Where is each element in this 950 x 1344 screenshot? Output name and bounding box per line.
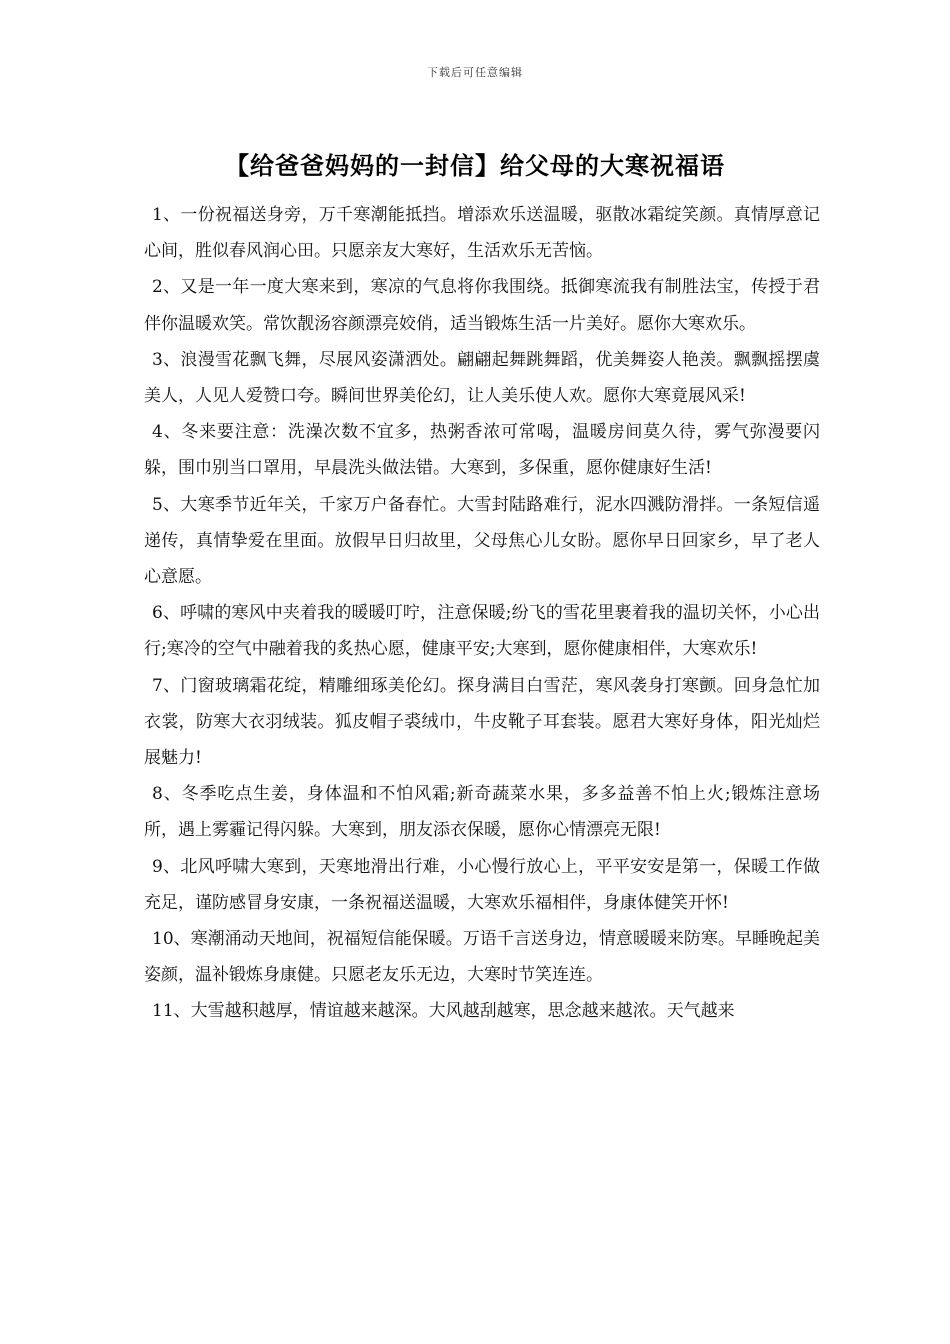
paragraph-6: 6、呼啸的寒风中夹着我的暖暖叮咛，注意保暖;纷飞的雪花里裹着我的温切关怀，小心出行;寒冷的空气中融着我的炙热心愿，健康平安;大寒到，愿你健康相伴，大寒欢乐! (144, 603, 820, 660)
paragraph-2: 2、又是一年一度大寒来到，寒凉的气息将你我围绕。抵御寒流我有制胜法宝，传授于君伴你温暖欢笑。常饮靓汤容颜漂亮姣俏，适当锻炼生活一片美好。愿你大寒欢乐。 (144, 277, 820, 334)
paragraph-4: 4、冬来要注意：洗澡次数不宜多，热粥香浓可常喝，温暖房间莫久待，雾气弥漫要闪躲，围巾别当口罩用，早晨洗头做法错。大寒到，多保重，愿你健康好生活! (144, 422, 820, 479)
paragraph-8: 8、冬季吃点生姜，身体温和不怕风霜;新奇蔬菜水果，多多益善不怕上火;锻炼注意场所，遇上雾霾记得闪躲。大寒到，朋友添衣保暖，愿你心情漂亮无限! (144, 784, 820, 841)
paragraph-9: 9、北风呼啸大寒到，天寒地滑出行难，小心慢行放心上，平平安安是第一，保暖工作做充足，谨防感冒身安康，一条祝福送温暖，大寒欢乐福相伴，身康体健笑开怀! (144, 856, 820, 913)
paragraph-5: 5、大寒季节近年关，千家万户备春忙。大雪封陆路难行，泥水四溅防滑拌。一条短信遥递传，真情挚爱在里面。放假早日归故里，父母焦心儿女盼。愿你早日回家乡，早了老人心意愿。 (144, 494, 820, 588)
paragraph-1: 1、一份祝福送身旁，万千寒潮能抵挡。增添欢乐送温暖，驱散冰霜绽笑颜。真情厚意记心间，胜似春风润心田。只愿亲友大寒好，生活欢乐无苦恼。 (144, 205, 820, 262)
paragraph-11: 11、大雪越积越厚，情谊越来越深。大风越刮越寒，思念越来越浓。天气越来 (152, 1001, 735, 1022)
header-note: 下载后可任意编辑 (427, 66, 523, 79)
paragraph-3: 3、浪漫雪花飘飞舞，尽展风姿潇洒处。翩翩起舞跳舞蹈，优美舞姿人艳羡。飘飘摇摆虞美人，人见人爱赞口夸。瞬间世界美伦幻，让人美乐使人欢。愿你大寒竟展风采! (144, 349, 820, 407)
paragraph-7: 7、门窗玻璃霜花绽，精雕细琢美伦幻。探身满目白雪茫，寒风袭身打寒颤。回身急忙加衣裳，防寒大衣羽绒装。狐皮帽子裘绒巾，牛皮靴子耳套装。愿君大寒好身体，阳光灿烂展魅力! (144, 675, 820, 769)
document-title: 【给爸爸妈妈的一封信】给父母的大寒祝福语 (225, 151, 725, 180)
document-body (144, 197, 820, 1030)
paragraph-10: 10、寒潮涌动天地间，祝福短信能保暖。万语千言送身边，情意暖暖来防寒。早睡晚起美姿颜，温补锻炼身康健。只愿老友乐无边，大寒时节笑连连。 (144, 929, 820, 986)
